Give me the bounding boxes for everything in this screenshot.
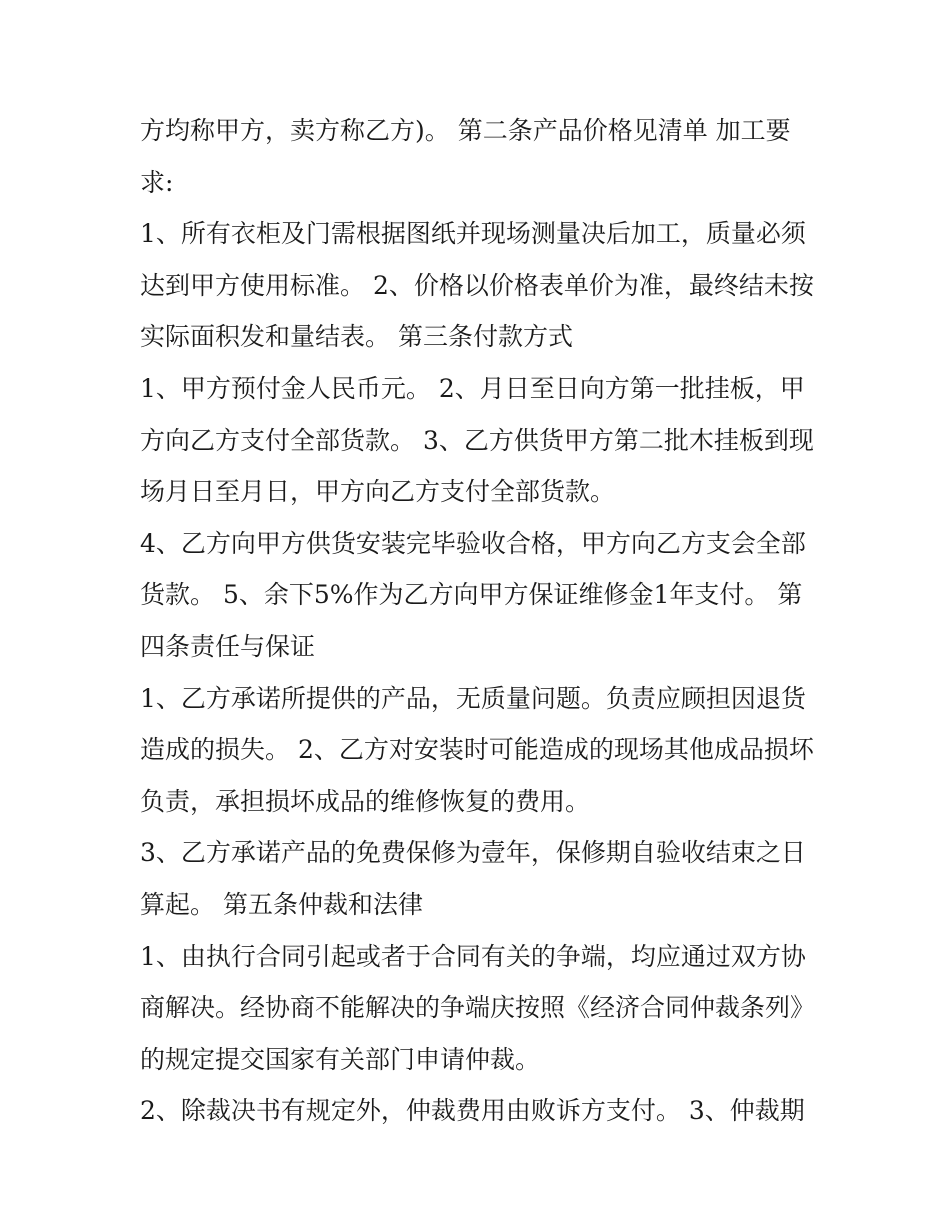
text-line: 1、由执行合同引起或者于合同有关的争端，均应通过双方协 bbox=[140, 941, 806, 971]
text-line: 4、乙方向甲方供货安装完毕验收合格，甲方向乙方支会全部 bbox=[140, 528, 806, 558]
paragraph bbox=[140, 673, 812, 828]
text-line: 货款。 5、余下5%作为乙方向甲方保证维修金1年支付。 第 bbox=[140, 580, 803, 610]
paragraph bbox=[140, 105, 812, 208]
text-line: 算起。 第五条仲裁和法律 bbox=[140, 889, 423, 919]
paragraph bbox=[140, 363, 812, 518]
text-line: 求: bbox=[140, 167, 174, 197]
text-line: 方均称甲方，卖方称乙方)。 第二条产品价格见清单 加工要 bbox=[140, 116, 791, 145]
text-line: 3、乙方承诺产品的免费保修为壹年，保修期自验收结束之日 bbox=[140, 838, 806, 868]
text-line: 负责，承担损坏成品的维修恢复的费用。 bbox=[140, 786, 591, 816]
paragraph bbox=[140, 827, 812, 930]
text-line: 1、乙方承诺所提供的产品，无质量问题。负责应顾担因退货 bbox=[140, 683, 806, 713]
text-line: 四条责任与保证 bbox=[140, 631, 316, 661]
text-line: 商解决。经协商不能解决的争端庆按照《经济合同仲裁条列》 bbox=[140, 993, 816, 1023]
paragraph bbox=[140, 931, 816, 1086]
text-line: 达到甲方使用标准。 2、价格以价格表单价为准，最终结未按 bbox=[140, 270, 814, 300]
text-line: 1、甲方预付金人民币元。 2、月日至日向方第一批挂板，甲 bbox=[140, 373, 805, 403]
paragraph bbox=[140, 518, 812, 673]
text-line: 2、除裁决书有规定外，仲裁费用由败诉方支付。 3、仲裁期 bbox=[140, 1096, 805, 1126]
document-body bbox=[140, 105, 816, 1137]
text-line: 方向乙方支付全部货款。 3、乙方供货甲方第二批木挂板到现 bbox=[140, 425, 814, 455]
text-line: 1、所有衣柜及门需根据图纸并现场测量决后加工，质量必须 bbox=[140, 219, 806, 249]
paragraph bbox=[140, 208, 812, 363]
paragraph bbox=[140, 1085, 812, 1137]
text-line: 场月日至月日，甲方向乙方支付全部货款。 bbox=[140, 477, 616, 507]
text-line: 造成的损失。 2、乙方对安装时可能造成的现场其他成品损坏 bbox=[140, 735, 814, 765]
text-line: 实际面积发和量结表。 第三条付款方式 bbox=[140, 322, 573, 352]
text-line: 的规定提交国家有关部门申请仲裁。 bbox=[140, 1044, 541, 1074]
